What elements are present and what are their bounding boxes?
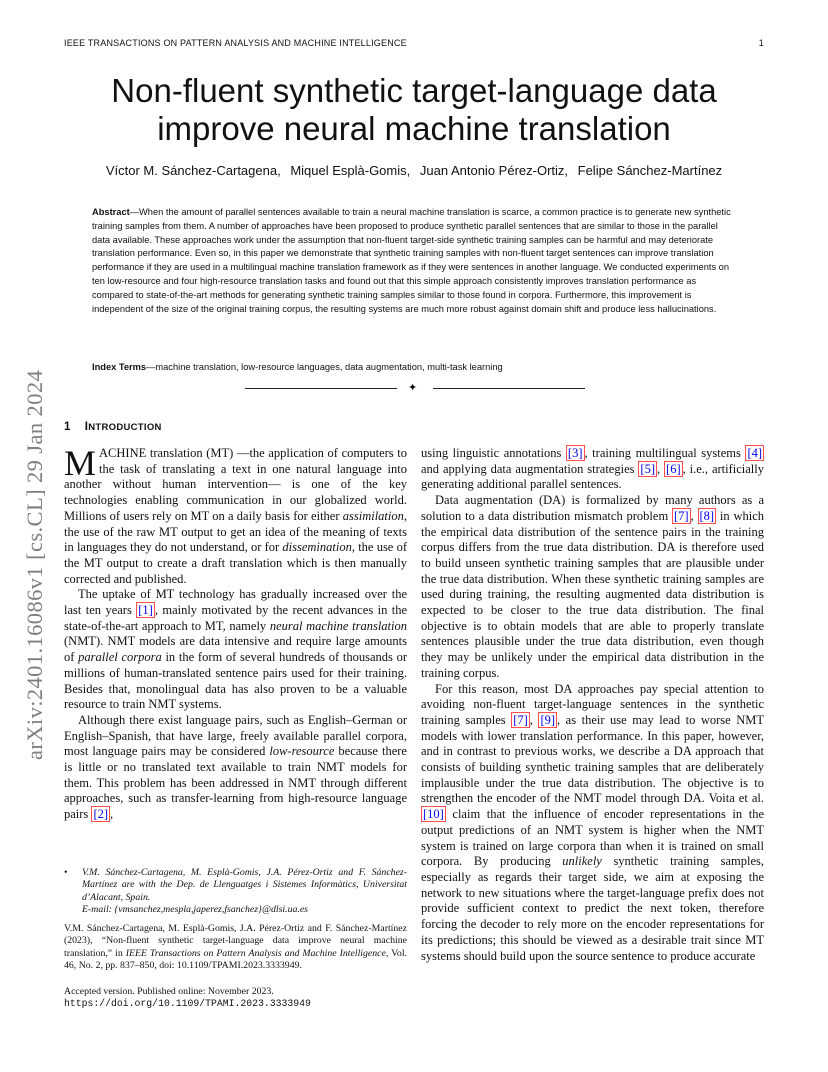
text-run: translation (MT) —the application of computers to the task of translating a text in one natural language into another without human intervention— is one of the key technologies enabling communication in our globalized world. Millions of users rely on MT on a daily basis for either (64, 446, 407, 523)
intro-paragraph-4 (421, 493, 764, 681)
emphasis: neural machine translation (269, 618, 407, 633)
text-run: claim that the influence of encoder representations in the output predictions of an NMT system is higher when the NMT system is trained on large corpora than when it is trained on small corpora. By producing (421, 807, 764, 869)
citation-link[interactable]: [3] (567, 446, 583, 460)
section-number: 1 (64, 421, 71, 433)
citation-notice (64, 923, 407, 972)
citation-link[interactable]: [5] (640, 461, 655, 476)
text-run: The uptake of MT technology has gradually increased over the last ten years (64, 587, 407, 618)
intro-paragraph-1 (64, 443, 407, 587)
author-2: Miquel Esplà-Gomis, (290, 163, 411, 178)
text-run: , mainly motivated by the recent advances in the state-of-the-art approach to MT, namely (64, 603, 407, 633)
citation-link[interactable]: [6] (666, 461, 681, 476)
index-terms-label: Index Terms (92, 362, 147, 372)
left-column (64, 443, 408, 823)
text-run: in the form of several hundreds of thousands or millions of human-translated sentence pairs used for their training. Besides that, monolingual data has also proven to be a valuable resource to train NMT systems. (64, 650, 408, 712)
affiliation-footnote (64, 867, 407, 916)
text-run: , i.e., artificially generating additional parallel sentences. (421, 461, 765, 492)
email-text: E-mail: {vmsanchez,mespla,japerez,fsanchez}@dlsi.ua.es (82, 903, 308, 915)
emphasis: dissemination (282, 540, 352, 555)
author-3: Juan Antonio Pérez-Ortiz, (419, 163, 569, 178)
intro-paragraph-3-continued (421, 446, 764, 493)
section-heading-introduction (64, 421, 162, 433)
text-run: (NMT). NMT models are data intensive and require large amounts of (64, 634, 407, 665)
text-run: , (529, 712, 539, 727)
citation-link[interactable]: [1] (138, 603, 153, 618)
citation-link[interactable]: [7] (673, 508, 689, 523)
running-header (64, 38, 764, 48)
citation-link[interactable]: [9] (540, 712, 556, 727)
title-line-1: Non-fluent synthetic target-language data (111, 72, 717, 109)
citation-link[interactable]: [2] (93, 807, 109, 822)
index-terms (92, 362, 737, 372)
abstract-text: —When the amount of parallel sentences available to train a neural machine translation is scarce, a common practice is to generate new synthetic training samples from them. A number of approaches have been proposed to produce synthetic parallel sentences that are similar to those in the parallel data available. These approaches work under the assumption that non-fluent target-side synthetic training samples can be harmful and may deteriorate translation performance. Even so, in this paper we demonstrate that synthetic training samples with non-fluent target sentences can improve translation performance if they are used in a multilingual machine translation framework as if they were sentences in another language. We conducted experiments on ten low-resource and four high-resource translation tasks and found out that this simple approach consistently improves translation performance as compared to state-of-the-art methods for generating synthetic training samples similar to those found in corpora. Furthermore, this improvement is independent of the size of the original training corpus, the resulting systems are much more robust against domain shift and produce less hallucinations. (92, 207, 731, 314)
text-run: and applying data augmentation strategies (421, 461, 639, 476)
right-column (421, 446, 764, 964)
intro-paragraph-5 (421, 682, 764, 965)
accepted-version-note: Accepted version. Published online: November 2023. (64, 986, 274, 997)
text-run: because there is little or no translated text available to train NMT models for them. This problem has been addressed in NMT through different approaches, such as transfer-learning from high-resource language pairs (64, 744, 407, 822)
journal-title: IEEE Transactions on Pattern Analysis and Machine Intelligence (125, 947, 386, 959)
section-title-initial: I (84, 421, 89, 433)
citation-link[interactable]: [10] (423, 807, 444, 822)
author-1: Víctor M. Sánchez-Cartagena, (105, 163, 281, 178)
doi-link[interactable]: https://doi.org/10.1109/TPAMI.2023.3333949 (64, 998, 311, 1009)
text-run: synthetic training samples, especially as regards their target side, we aim at exposing the network to new situations where the target-language prefix does not provide sufficient context to predict the next token, therefore forcing the decoder to rely more on the encoder representations for its predictions; this should be viewed as a desirable trait since MT systems should build upon the source sentence to produce accurate (421, 854, 764, 963)
citation-link[interactable]: [8] (699, 508, 715, 523)
title-line-2: improve neural machine translation (157, 110, 671, 147)
paper-title (64, 72, 764, 148)
arxiv-identifier: arXiv:2401.16086v1 [cs.CL] 29 Jan 2024 (22, 369, 47, 760)
text-run: in which the empirical data distribution of the sentence pairs in the training corpus differs from the true data distribution. DA is therefore used to build unseen synthetic training samples that are plausible under the true data distribution. When these synthetic training samples are used during training, the resulting augmented data distribution is expected to be closer to the true data distribution. The final objective is to obtain models that are able to properly translate sentences plausible under the true data distribution, even though they may be unlikely under the empirical data distribution in the training corpus. (421, 508, 764, 680)
journal-name: IEEE TRANSACTIONS ON PATTERN ANALYSIS AND MACHINE INTELLIGENCE (64, 38, 407, 48)
intro-paragraph-2 (64, 587, 407, 713)
text-run: using linguistic annotations (421, 446, 566, 460)
citation-link[interactable]: [7] (513, 712, 528, 727)
emphasis: assimilation (342, 508, 404, 523)
text-run: , Vol. 46, No. 2, pp. 837–850, doi: 10.1109/TPAMI.2023.3333949. (64, 947, 407, 971)
diamond-ornament-icon: ✦ (408, 381, 418, 394)
small-caps-word: ACHINE (99, 446, 147, 460)
text-run: , (690, 508, 698, 523)
text-run: , the use of the MT output to create a draft translation which is then manually corrected and published. (64, 540, 407, 586)
abstract (92, 206, 737, 316)
citation-link[interactable]: [4] (747, 446, 763, 460)
index-terms-text: —machine translation, low-resource languages, data augmentation, multi-task learning (146, 362, 503, 372)
text-run: , training multilingual systems (584, 446, 746, 460)
text-run: Data augmentation (DA) is formalized by many authors as a solution to a data distribution mismatch problem (421, 493, 764, 523)
intro-paragraph-3 (64, 713, 407, 823)
emphasis: parallel corpora (78, 650, 162, 665)
text-run: , as their use may lead to worse NMT models with lower translation performance. In this paper, however, and in contrast to previous works, we describe a DA approach that consists of building synthetic training samples that are deliberately implausible under the true data distribution. The objective is to strengthen the encoder of the NMT model through DA. Voita et al. (421, 712, 764, 806)
text-run: For this reason, most DA approaches pay special attention to avoiding non-fluent target-language sentences in the synthetic training samples (421, 681, 764, 727)
page-number: 1 (758, 38, 764, 48)
abstract-label: Abstract (92, 207, 130, 217)
author-list (64, 163, 764, 178)
divider-rule-left (245, 388, 397, 389)
section-title-rest: NTRODUCTION (88, 422, 162, 433)
divider-rule-right (433, 388, 585, 389)
affiliation-text: V.M. Sánchez-Cartagena, M. Esplà-Gomis, J.A. Pérez-Ortiz and F. Sánchez-Martínez are with the Dep. de Llenguatges i Sistemes Informàtics, Universitat d’Alacant, Spain. (82, 867, 407, 903)
author-4: Felipe Sánchez-Martínez (577, 163, 723, 178)
text-run: , (656, 461, 665, 476)
emphasis: unlikely (562, 854, 602, 869)
text-run: V.M. Sánchez-Cartagena, M. Esplà-Gomis, J.A. Pérez-Ortiz and F. Sánchez-Martínez (2023), “Non-fluent synthetic target-language data improve neural machine translation,” in (64, 923, 407, 959)
text-run: , the use of the raw MT output to get an idea of the meaning of texts in languages they do not understand, or for (64, 508, 407, 555)
text-run: Although there exist language pairs, such as English–German or English–Spanish, that have large, freely available parallel corpora, most language pairs may be considered (64, 712, 407, 759)
emphasis: low-resource (269, 744, 335, 759)
section-divider (245, 382, 585, 394)
drop-cap: M (64, 443, 97, 483)
text-run: , (110, 807, 114, 822)
bullet-icon: • (64, 867, 68, 878)
